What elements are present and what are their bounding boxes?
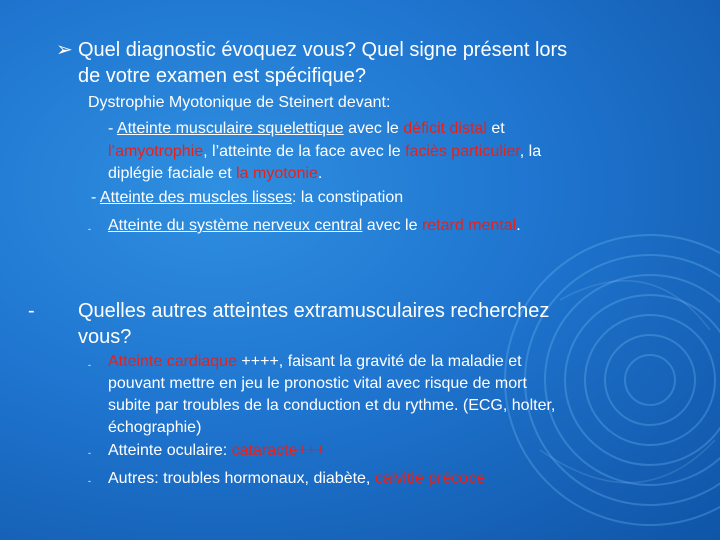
answer-1-line-2 xyxy=(108,142,541,163)
highlight-red: faciès particulier xyxy=(405,143,520,160)
answer-1-line-4 xyxy=(91,188,403,209)
highlight-red: calvitie précoce xyxy=(374,470,486,487)
question-2-line-1: Quelles autres atteintes extramusculaires recherchez xyxy=(78,300,550,322)
text-segment: ++++, faisant la gravité de la maladie et xyxy=(236,353,522,370)
text-segment: et xyxy=(486,120,505,137)
underlined-term: Atteinte du système nerveux central xyxy=(108,217,363,234)
answer-2-item-1-line-1 xyxy=(108,352,522,373)
small-dash-bullet: - xyxy=(88,448,91,458)
text-segment: . xyxy=(317,165,323,182)
dash-prefix: - xyxy=(91,189,100,206)
small-dash-bullet: - xyxy=(88,224,91,234)
dash-bullet: - xyxy=(28,300,35,322)
answer-1-line-3 xyxy=(108,164,322,185)
highlight-red: retard mental xyxy=(421,217,517,234)
highlight-red: cataracte+++ xyxy=(231,442,326,459)
text-segment: diplégie faciale et xyxy=(108,165,237,182)
answer-1-line-5 xyxy=(108,216,521,237)
text-segment: Autres: troubles hormonaux, diabète, xyxy=(108,470,375,487)
dash-prefix: - xyxy=(108,120,117,137)
text-segment: , l’atteinte de la face avec le xyxy=(203,143,406,160)
answer-2-item-2 xyxy=(108,441,325,462)
underlined-term: Atteinte musculaire squelettique xyxy=(116,120,344,137)
text-segment: Atteinte oculaire: xyxy=(108,442,232,459)
answer-2-item-3 xyxy=(108,469,485,490)
underlined-term: Atteinte des muscles lisses xyxy=(99,189,292,206)
answer-2-item-1-line-4: échographie) xyxy=(108,419,202,436)
highlight-red: l’amyotrophie xyxy=(108,143,204,160)
question-1 xyxy=(56,37,568,89)
answer-1-heading: Dystrophie Myotonique de Steinert devant: xyxy=(88,94,391,111)
text-segment: , la xyxy=(519,143,542,160)
text-segment: avec le xyxy=(362,217,422,234)
answer-2-item-1-line-3: subite par troubles de la conduction et du rythme. (ECG, holter, xyxy=(108,397,556,414)
question-1-line-1: Quel diagnostic évoquez vous? Quel signe présent lors xyxy=(78,39,568,61)
highlight-red: Atteinte cardiaque xyxy=(108,353,237,370)
text-segment: avec le xyxy=(343,120,404,137)
arrow-bullet-icon: ➢ xyxy=(56,39,73,61)
highlight-red: déficit distal xyxy=(403,120,487,137)
text-segment: . xyxy=(516,217,521,234)
question-2 xyxy=(28,298,550,350)
highlight-red: la myotonie xyxy=(236,165,318,182)
question-1-line-2: de votre examen est spécifique? xyxy=(78,65,366,87)
question-2-line-2: vous? xyxy=(78,326,132,348)
answer-2-item-1-line-2: pouvant mettre en jeu le pronostic vital avec risque de mort xyxy=(108,375,527,392)
small-dash-bullet: - xyxy=(88,476,91,486)
text-segment: : la constipation xyxy=(291,189,404,206)
answer-1-line-1 xyxy=(108,119,505,140)
small-dash-bullet: - xyxy=(88,360,91,370)
